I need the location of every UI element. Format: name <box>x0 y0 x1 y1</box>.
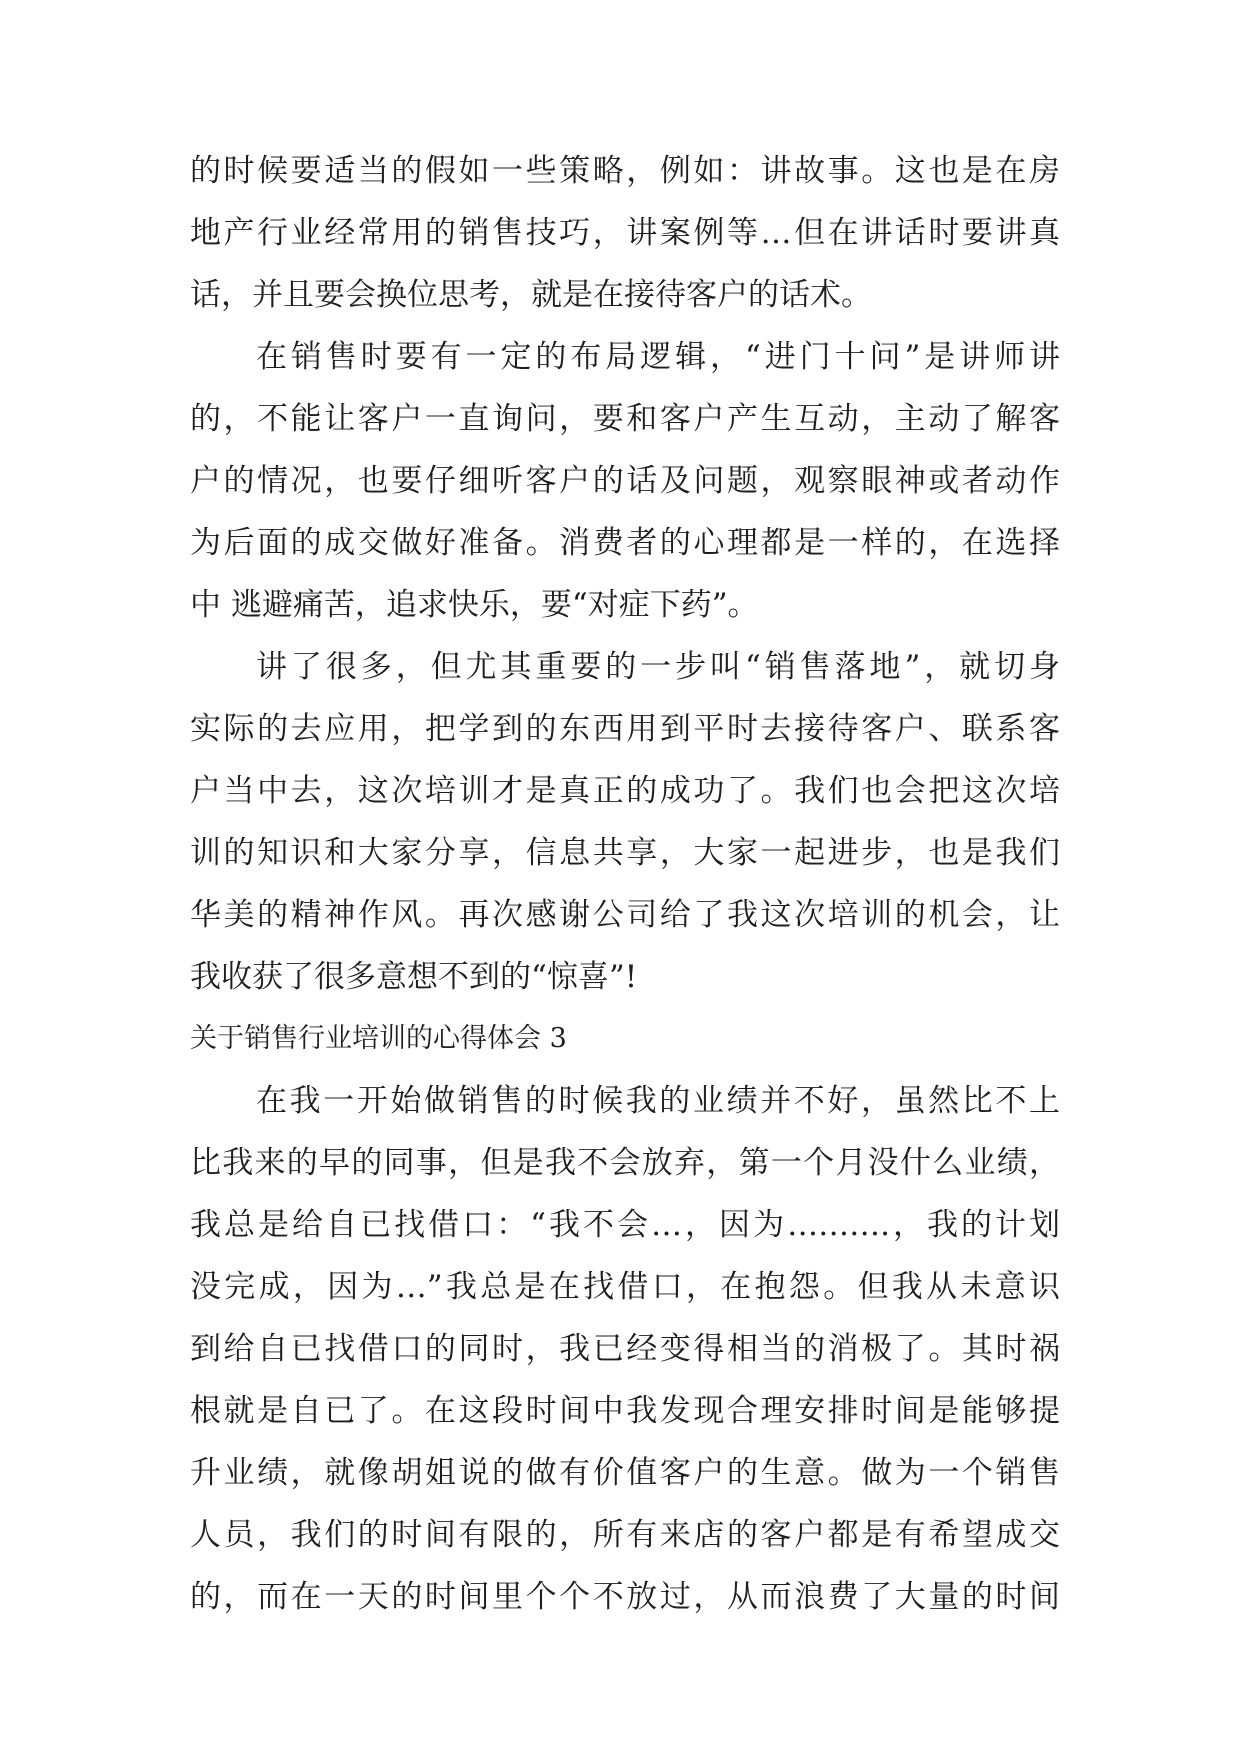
text-line: 为后面的成交做好准备。消费者的心理都是一样的，在选择 <box>190 525 1060 561</box>
text-line: 户的情况，也要仔细听客户的话及问题，观察眼神或者动作 <box>190 463 1060 499</box>
text-line: 讲了很多，但尤其重要的一步叫“销售落地”，就切身 <box>256 649 1060 685</box>
text-line: 我总是给自已找借口：“我不会…，因为……….，我的计划 <box>190 1207 1060 1243</box>
text-line: 根就是自已了。在这段时间中我发现合理安排时间是能够提 <box>190 1393 1060 1429</box>
text-line: 的，不能让客户一直询问，要和客户产生互动，主动了解客 <box>190 401 1060 437</box>
text-line: 训的知识和大家分享，信息共享，大家一起进步，也是我们 <box>190 835 1060 871</box>
text-line: 我收获了很多意想不到的“惊喜”! <box>190 959 638 995</box>
text-line: 没完成，因为…”我总是在找借口，在抱怨。但我从未意识 <box>190 1269 1060 1305</box>
text-line: 人员，我们的时间有限的，所有来店的客户都是有希望成交 <box>190 1517 1060 1553</box>
section-heading: 关于销售行业培训的心得体会 3 <box>190 1023 567 1054</box>
paragraph-sales-landing <box>190 636 1060 1008</box>
text-line: 到给自已找借口的同时，我已经变得相当的消极了。其时祸 <box>190 1331 1060 1367</box>
text-line: 的，而在一天的时间里个个不放过，从而浪费了大量的时间 <box>190 1579 1060 1615</box>
text-line: 实际的去应用，把学到的东西用到平时去接待客户、联系客 <box>190 711 1060 747</box>
text-line: 地产行业经常用的销售技巧，讲案例等…但在讲话时要讲真 <box>190 215 1060 251</box>
text-line: 户当中去，这次培训才是真正的成功了。我们也会把这次培 <box>190 773 1060 809</box>
text-line: 在销售时要有一定的布局逻辑，“进门十问”是讲师讲 <box>256 339 1060 375</box>
text-line: 话，并且要会换位思考，就是在接待客户的话术。 <box>190 277 872 313</box>
text-line: 升业绩，就像胡姐说的做有价值客户的生意。做为一个销售 <box>190 1455 1060 1491</box>
text-line: 华美的精神作风。再次感谢公司给了我这次培训的机会，让 <box>190 897 1060 933</box>
text-line: 的时候要适当的假如一些策略，例如：讲故事。这也是在房 <box>190 153 1060 189</box>
text-line: 中 逃避痛苦，追求快乐，要“对症下药”。 <box>190 587 759 623</box>
text-line: 比我来的早的同事，但是我不会放弃，第一个月没什么业绩， <box>190 1145 1060 1181</box>
paragraph-continued <box>190 140 1060 326</box>
paragraph-section-3 <box>190 1070 1060 1628</box>
document-body <box>190 140 1060 1628</box>
text-line: 在我一开始做销售的时候我的业绩并不好，虽然比不上 <box>256 1083 1060 1119</box>
paragraph-layout-logic <box>190 326 1060 636</box>
